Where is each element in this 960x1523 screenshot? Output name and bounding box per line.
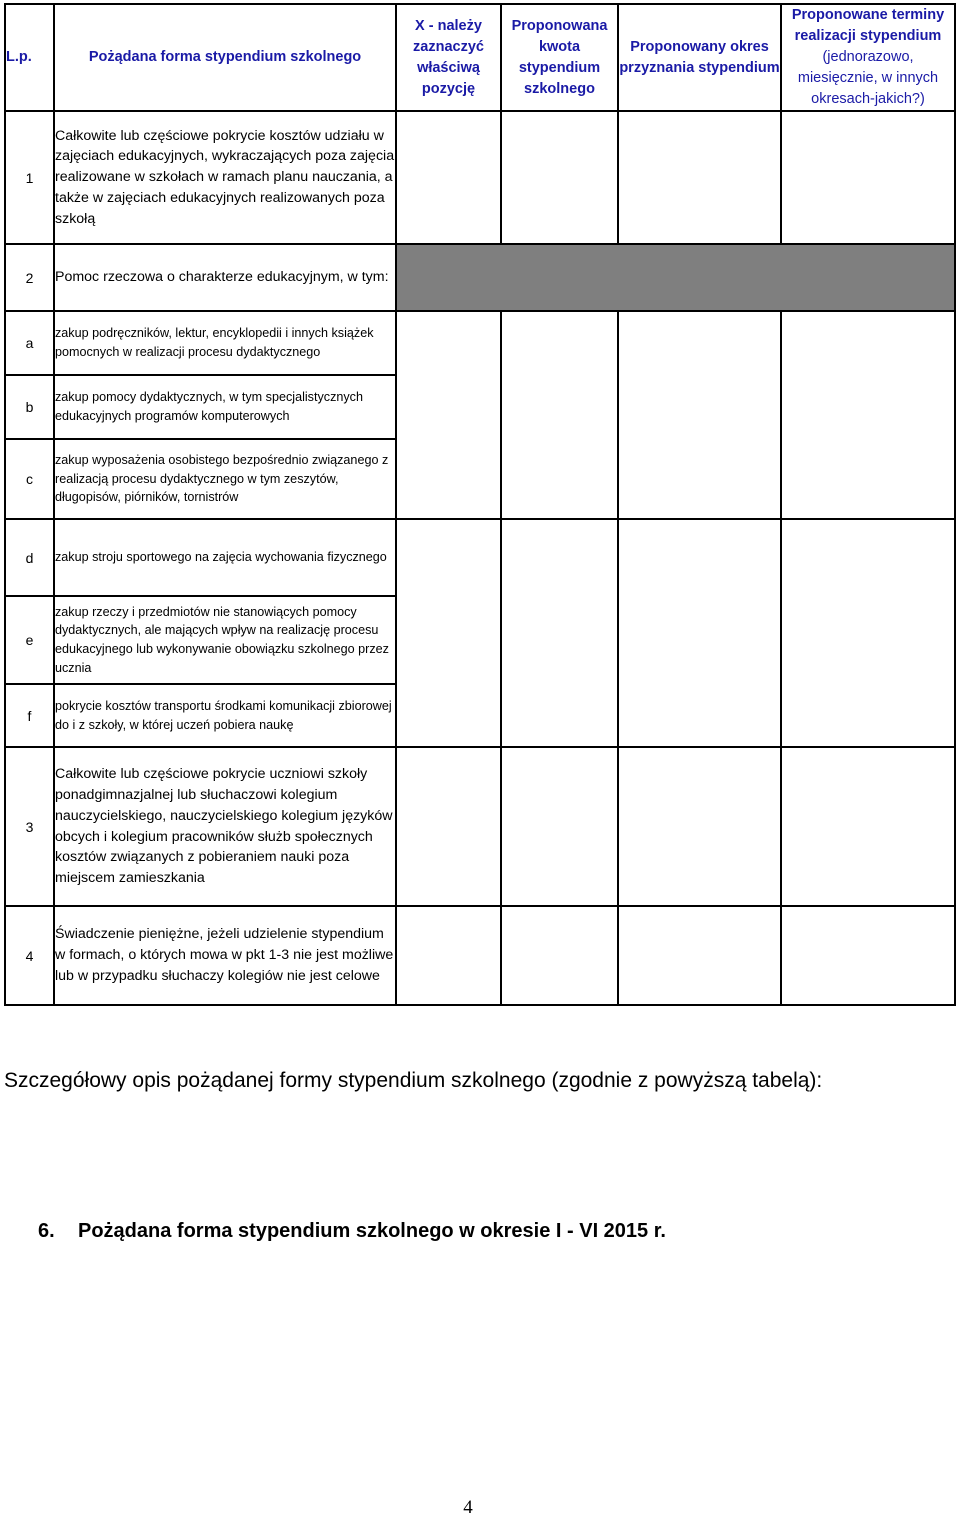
row-number: e (5, 596, 54, 684)
period-cell[interactable] (618, 311, 781, 519)
row-number: d (5, 519, 54, 596)
amount-cell[interactable] (501, 311, 618, 519)
table-header-row (5, 4, 955, 111)
row-number: 2 (5, 244, 54, 311)
row-description: pokrycie kosztów transportu środkami komunikacji zbiorowej do i z szkoły, w której uczeń pobiera naukę (54, 684, 396, 747)
header-mark: X - należy zaznaczyć właściwą pozycję (396, 4, 501, 111)
scholarship-form-table (4, 3, 956, 1006)
row-number: 1 (5, 111, 54, 244)
section-title-text: Pożądana forma stypendium szkolnego w okresie I - VI 2015 r. (78, 1220, 666, 1242)
row-description: zakup pomocy dydaktycznych, w tym specjalistycznych edukacyjnych programów komputerowych (54, 375, 396, 439)
row-number: c (5, 439, 54, 519)
header-lp: L.p. (5, 4, 54, 111)
row-number: b (5, 375, 54, 439)
terms-cell[interactable] (781, 519, 955, 747)
mark-cell[interactable] (396, 111, 501, 244)
amount-cell[interactable] (501, 519, 618, 747)
terms-cell[interactable] (781, 906, 955, 1005)
mark-cell[interactable] (396, 747, 501, 906)
row-description: zakup stroju sportowego na zajęcia wychowania fizycznego (54, 519, 396, 596)
row-description: Całkowite lub częściowe pokrycie kosztów udziału w zajęciach edukacyjnych, wykraczających poza zajęcia realizowane w szkołach w ramach planu nauczania, a także w zajęciach edukacyjnych realizowanych poza szkołą (54, 111, 396, 244)
period-cell[interactable] (618, 747, 781, 906)
table-row (5, 519, 955, 596)
header-terms-note: (jednorazowo, miesięcznie, w innych okresach-jakich?) (797, 49, 939, 107)
terms-cell[interactable] (781, 747, 955, 906)
section-title (38, 1220, 666, 1243)
period-cell[interactable] (618, 906, 781, 1005)
row-number: f (5, 684, 54, 747)
period-cell[interactable] (618, 111, 781, 244)
header-terms-label: Proponowane terminy realizacji stypendium (791, 7, 945, 44)
amount-cell[interactable] (501, 747, 618, 906)
shaded-cell (396, 244, 955, 311)
amount-cell[interactable] (501, 111, 618, 244)
row-description: Pomoc rzeczowa o charakterze edukacyjnym, w tym: (54, 244, 396, 311)
table-row (5, 111, 955, 244)
row-number: 3 (5, 747, 54, 906)
table-row (5, 747, 955, 906)
row-description: zakup wyposażenia osobistego bezpośrednio związanego z realizacją procesu dydaktycznego w tym zeszytów, długopisów, piórników, tornistrów (54, 439, 396, 519)
amount-cell[interactable] (501, 906, 618, 1005)
header-period: Proponowany okres przyznania stypendium (618, 4, 781, 111)
terms-cell[interactable] (781, 311, 955, 519)
mark-cell[interactable] (396, 906, 501, 1005)
mark-cell[interactable] (396, 519, 501, 747)
table-row (5, 906, 955, 1005)
header-form: Pożądana forma stypendium szkolnego (54, 4, 396, 111)
table-row (5, 244, 955, 311)
table-row (5, 311, 955, 375)
detail-heading: Szczegółowy opis pożądanej formy stypendium szkolnego (zgodnie z powyższą tabelą): (4, 1069, 823, 1092)
row-number: a (5, 311, 54, 375)
row-number: 4 (5, 906, 54, 1005)
section-number: 6. (38, 1220, 55, 1242)
mark-cell[interactable] (396, 311, 501, 519)
header-amount: Proponowana kwota stypendium szkolnego (501, 4, 618, 111)
terms-cell[interactable] (781, 111, 955, 244)
page-number: 4 (463, 1497, 473, 1518)
row-description: zakup rzeczy i przedmiotów nie stanowiących pomocy dydaktycznych, ale mających wpływ na realizację procesu edukacyjnego lub wykonywanie obowiązku szkolnego przez ucznia (54, 596, 396, 684)
row-description: Całkowite lub częściowe pokrycie uczniowi szkoły ponadgimnazjalnej lub słuchaczowi kolegium nauczycielskiego, nauczycielskiego kolegium języków obcych i kolegium pracowników służb społecznych kosztów związanych z pobieraniem nauki poza miejscem zamieszkania (54, 747, 396, 906)
row-description: zakup podręczników, lektur, encyklopedii i innych książek pomocnych w realizacji procesu dydaktycznego (54, 311, 396, 375)
header-terms (781, 4, 955, 111)
period-cell[interactable] (618, 519, 781, 747)
row-description: Świadczenie pieniężne, jeżeli udzielenie stypendium w formach, o których mowa w pkt 1-3 nie jest możliwe lub w przypadku słuchaczy kolegiów nie jest celowe (54, 906, 396, 1005)
